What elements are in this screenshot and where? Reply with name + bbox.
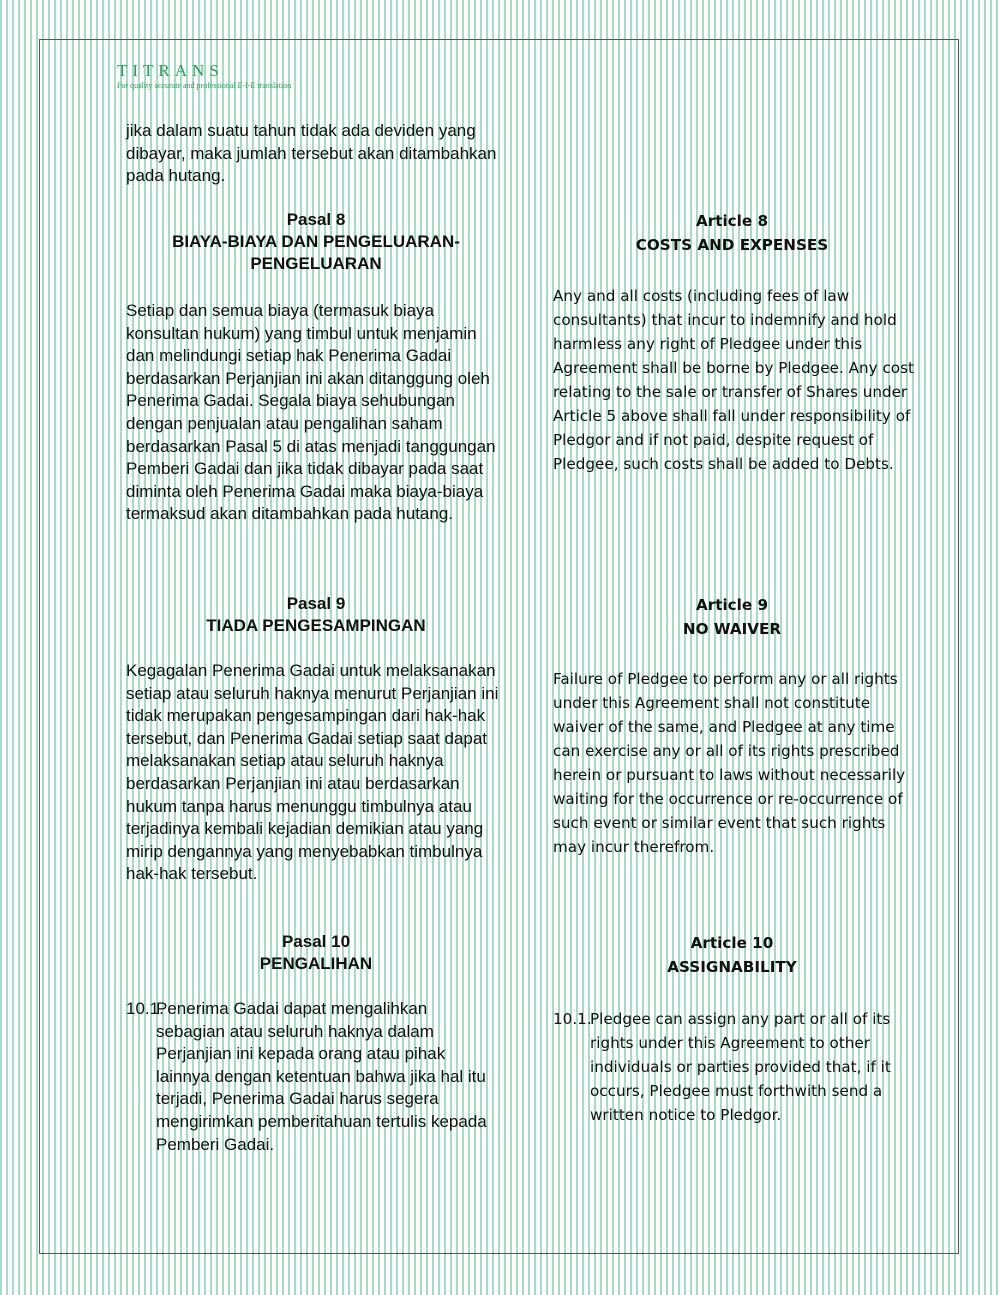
article-10-heading <box>553 931 911 979</box>
pasal-10-heading <box>126 931 506 975</box>
article-8-heading <box>553 209 911 257</box>
pasal-10-item-text: Penerima Gadai dapat mengalihkan sebagian atau seluruh haknya dalam Perjanjian ini kepada orang atau pihak lainnya dengan ketentuan bahwa jika hal itu terjadi, Penerima Gadai harus segera mengirimkan pemberitahuan tertulis kepada Pemberi Gadai. <box>156 999 487 1154</box>
article-8-body <box>553 284 918 476</box>
pasal-8-title: BIAYA-BIAYA DAN PENGELUARAN-PENGELUARAN <box>172 232 460 273</box>
article-10-title: ASSIGNABILITY <box>667 958 797 976</box>
article-9-number: Article 9 <box>695 596 769 614</box>
pasal-9-text: Kegagalan Penerima Gadai untuk melaksanakan setiap atau seluruh haknya menurut Perjanjian ini tidak merupakan pengesampingan dari hak-hak tersebut, dan Penerima Gadai setiap saat dapat melaksanakan setiap atau seluruh haknya berdasarkan Perjanjian ini atau berdasarkan hukum tanpa harus menunggu timbulnya atau terjadinya kembali kejadian demikian atau yang mirip dengannya yang menyebabkan timbulnya hak-hak tersebut. <box>126 661 499 884</box>
pasal-10-item-number: 10.1. <box>126 999 164 1018</box>
brand-logo <box>117 61 291 90</box>
article-10-item-text: Pledgee can assign any part or all of its rights under this Agreement to other individuals or parties provided that, if it occurs, Pledgee must forthwith send a written notice to Pledgor. <box>590 1010 891 1124</box>
pasal-9-title: TIADA PENGESAMPINGAN <box>206 616 426 635</box>
pasal-9-heading <box>126 593 506 637</box>
article-10-number: Article 10 <box>690 934 774 952</box>
article-9-title: NO WAIVER <box>682 620 782 638</box>
pasal-10-title: PENGALIHAN <box>259 954 373 973</box>
pasal-8-number: Pasal 8 <box>286 210 346 229</box>
id-continuation-text: jika dalam suatu tahun tidak ada deviden yang dibayar, maka jumlah tersebut akan ditambahkan pada hutang. <box>126 121 497 186</box>
article-9-text: Failure of Pledgee to perform any or all rights under this Agreement shall not constitute waiver of the same, and Pledgee at any time can exercise any or all of its rights prescribed herein or pursuant to laws without necessarily waiting for the occurrence or re-occurrence of such event or similar event that such rights may incur therefrom. <box>553 670 906 856</box>
brand-name: TITRANS <box>117 61 224 80</box>
article-9-body <box>553 667 918 859</box>
pasal-8-heading <box>126 209 506 275</box>
article-9-heading <box>553 593 911 641</box>
pasal-10-item <box>126 998 496 1156</box>
pasal-9-number: Pasal 9 <box>286 594 346 613</box>
brand-tagline: For quality accurate and professional E-I-E translation <box>117 81 292 90</box>
article-8-text: Any and all costs (including fees of law consultants) that incur to indemnify and hold harmless any right of Pledgee under this Agreement shall be borne by Pledgee. Any cost relating to the sale or transfer of Shares under Article 5 above shall fall under responsibility of Pledgor and if not paid, despite request of Pledgee, such costs shall be added to Debts. <box>553 287 914 473</box>
pasal-8-text: Setiap dan semua biaya (termasuk biaya konsultan hukum) yang timbul untuk menjamin dan melindungi setiap hak Penerima Gadai berdasarkan Perjanjian ini akan ditanggung oleh Penerima Gadai. Segala biaya sehubungan dengan penjualan atau pengalihan saham berdasarkan Pasal 5 di atas menjadi tanggungan Pemberi Gadai dan jika tidak dibayar pada saat diminta oleh Penerima Gadai maka biaya-biaya termaksud akan ditambahkan pada hutang. <box>126 301 496 524</box>
article-10-item <box>553 1007 913 1127</box>
id-continuation <box>126 120 506 188</box>
pasal-8-body <box>126 300 506 526</box>
pasal-9-body <box>126 660 508 886</box>
article-10-item-number: 10.1. <box>553 1010 592 1028</box>
pasal-10-number: Pasal 10 <box>281 932 351 951</box>
article-8-number: Article 8 <box>695 212 769 230</box>
article-8-title: COSTS AND EXPENSES <box>635 236 829 254</box>
